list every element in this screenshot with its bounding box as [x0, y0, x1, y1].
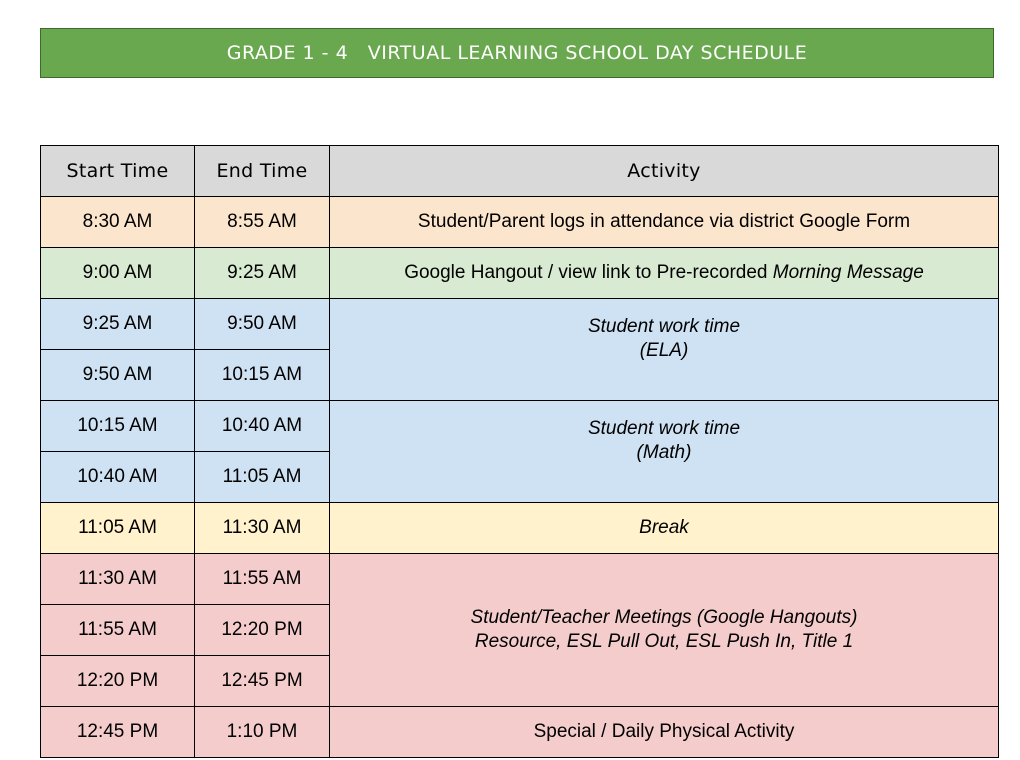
activity-text: Google Hangout / view link to Pre-recorded — [404, 262, 773, 283]
end-time-cell: 9:25 AM — [195, 248, 330, 299]
start-time-cell: 8:30 AM — [41, 197, 195, 248]
schedule-title: GRADE 1 - 4 VIRTUAL LEARNING SCHOOL DAY SCHEDULE — [226, 42, 808, 64]
activity-cell-math — [330, 401, 999, 503]
table-row — [41, 554, 999, 605]
start-time-cell: 11:55 AM — [41, 605, 195, 656]
activity-line: (ELA) — [639, 339, 689, 361]
end-time-cell: 1:10 PM — [195, 707, 330, 758]
activity-line: Resource, ESL Pull Out, ESL Push In, Title 1 — [474, 631, 854, 652]
header-activity: Activity — [330, 146, 999, 197]
schedule-table — [40, 145, 999, 758]
header-end-time: End Time — [195, 146, 330, 197]
end-time-cell: 10:40 AM — [195, 401, 330, 452]
activity-cell — [330, 248, 999, 299]
table-row — [41, 401, 999, 452]
start-time-cell: 11:30 AM — [41, 554, 195, 605]
header-row — [41, 146, 999, 197]
activity-cell-meetings — [330, 554, 999, 707]
activity-line: Student/Teacher Meetings (Google Hangouts) — [470, 607, 858, 629]
start-time-cell: 10:15 AM — [41, 401, 195, 452]
activity-cell: Break — [330, 503, 999, 554]
start-time-cell: 12:20 PM — [41, 656, 195, 707]
start-time-cell: 9:50 AM — [41, 350, 195, 401]
end-time-cell: 11:05 AM — [195, 452, 330, 503]
table-row — [41, 197, 999, 248]
activity-line: Student work time — [587, 315, 741, 337]
activity-text-italic: Morning Message — [772, 262, 924, 283]
table-row — [41, 299, 999, 350]
table-row — [41, 503, 999, 554]
start-time-cell: 9:25 AM — [41, 299, 195, 350]
start-time-cell: 11:05 AM — [41, 503, 195, 554]
activity-cell: Special / Daily Physical Activity — [330, 707, 999, 758]
activity-line: Student work time — [587, 417, 741, 439]
end-time-cell: 12:20 PM — [195, 605, 330, 656]
schedule-title-banner — [40, 28, 994, 78]
end-time-cell: 9:50 AM — [195, 299, 330, 350]
activity-line: (Math) — [636, 441, 692, 463]
end-time-cell: 10:15 AM — [195, 350, 330, 401]
activity-cell-ela — [330, 299, 999, 401]
end-time-cell: 11:30 AM — [195, 503, 330, 554]
activity-cell: Student/Parent logs in attendance via district Google Form — [330, 197, 999, 248]
end-time-cell: 8:55 AM — [195, 197, 330, 248]
start-time-cell: 9:00 AM — [41, 248, 195, 299]
table-row — [41, 248, 999, 299]
start-time-cell: 12:45 PM — [41, 707, 195, 758]
table-row — [41, 707, 999, 758]
end-time-cell: 12:45 PM — [195, 656, 330, 707]
header-start-time: Start Time — [41, 146, 195, 197]
start-time-cell: 10:40 AM — [41, 452, 195, 503]
end-time-cell: 11:55 AM — [195, 554, 330, 605]
